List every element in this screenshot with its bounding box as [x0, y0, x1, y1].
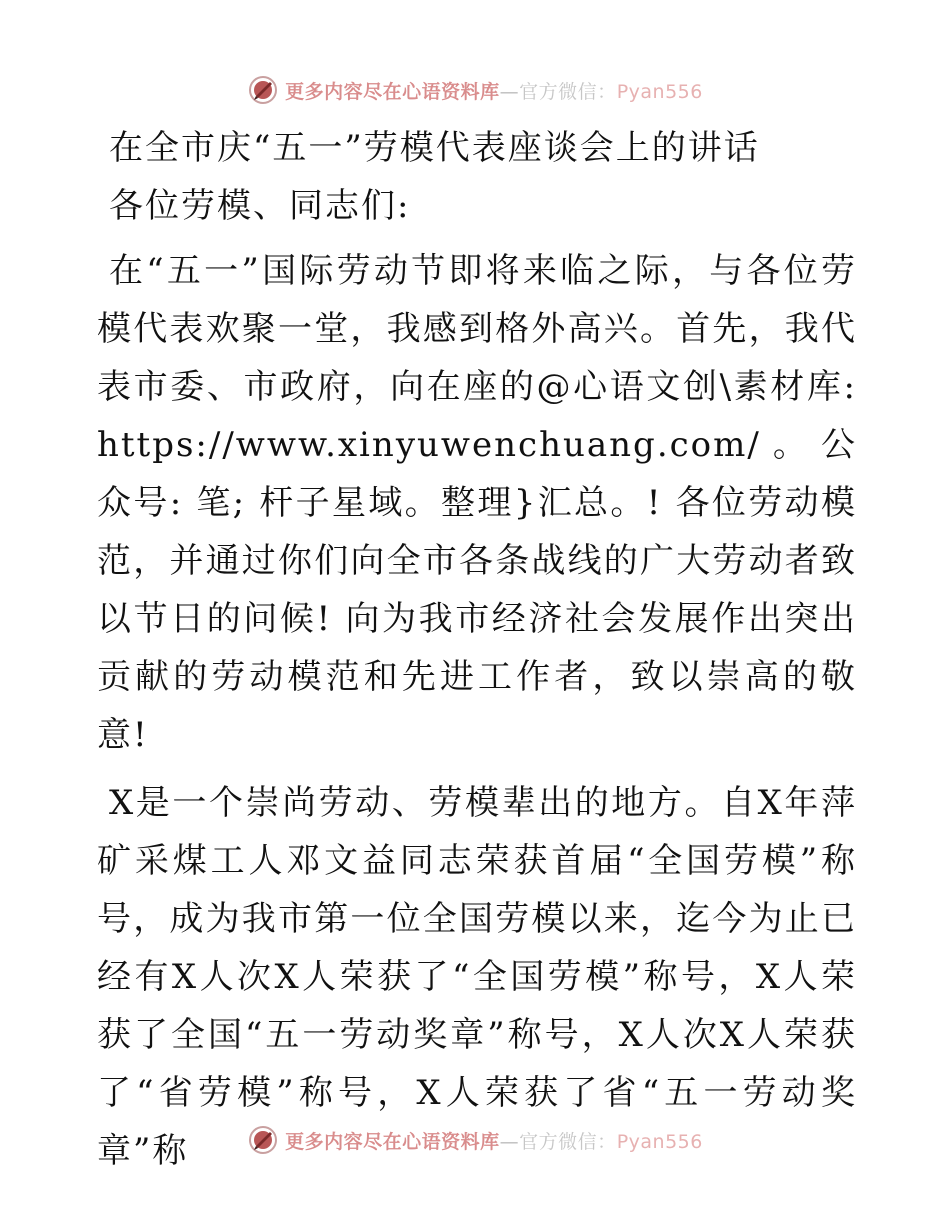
watermark-text — [285, 77, 703, 104]
watermark-official-label: 官方微信： — [519, 1130, 617, 1153]
watermark-brand: 更多内容尽在心语资料库 — [285, 80, 500, 103]
paragraph-1: 在“五一”国际劳动节即将来临之际，与各位劳模代表欢聚一堂，我感到格外高兴。首先，我代表市委、市政府，向在座的@心语文创\素材库: https://www.xinyuwenchuang.com/。公众号: 笔; 杆子星域。整理}汇总。! 各位劳动模范，并通过你们向全市各条战线的广大劳动者致以节日的问候! 向为我市经济社会发展作出突出贡献的劳动模范和先进工作者，致以崇高的敬意! — [97, 251, 857, 755]
watermark-official-label: 官方微信： — [519, 80, 617, 103]
paragraph-2: X是一个崇尚劳动、劳模辈出的地方。自X年萍矿采煤工人邓文益同志荣获首届“全国劳模”称号，成为我市第一位全国劳模以来，迄今为止已经有X人次X人荣获了“全国劳模”称号，X人荣获了全国“五一劳动奖章”称号，X人次X人荣获了“省劳模”称号，X人荣获了省“五一劳动奖章”称 — [97, 783, 857, 1171]
watermark-text — [285, 1127, 703, 1154]
watermark-wechat-id: Pyan556 — [616, 80, 703, 103]
watermark-separator: — — [499, 1130, 520, 1153]
salutation: 各位劳模、同志们: — [109, 186, 411, 226]
watermark-wechat-id: Pyan556 — [616, 1130, 703, 1153]
header-watermark — [0, 70, 950, 110]
quill-logo-icon — [247, 74, 279, 106]
watermark-separator: — — [499, 80, 520, 103]
watermark-brand: 更多内容尽在心语资料库 — [285, 1130, 500, 1153]
footer-watermark — [0, 1120, 950, 1160]
document-title: 在全市庆“五一”劳模代表座谈会上的讲话 — [109, 128, 760, 168]
document-body — [97, 124, 857, 1190]
quill-logo-icon — [247, 1124, 279, 1156]
